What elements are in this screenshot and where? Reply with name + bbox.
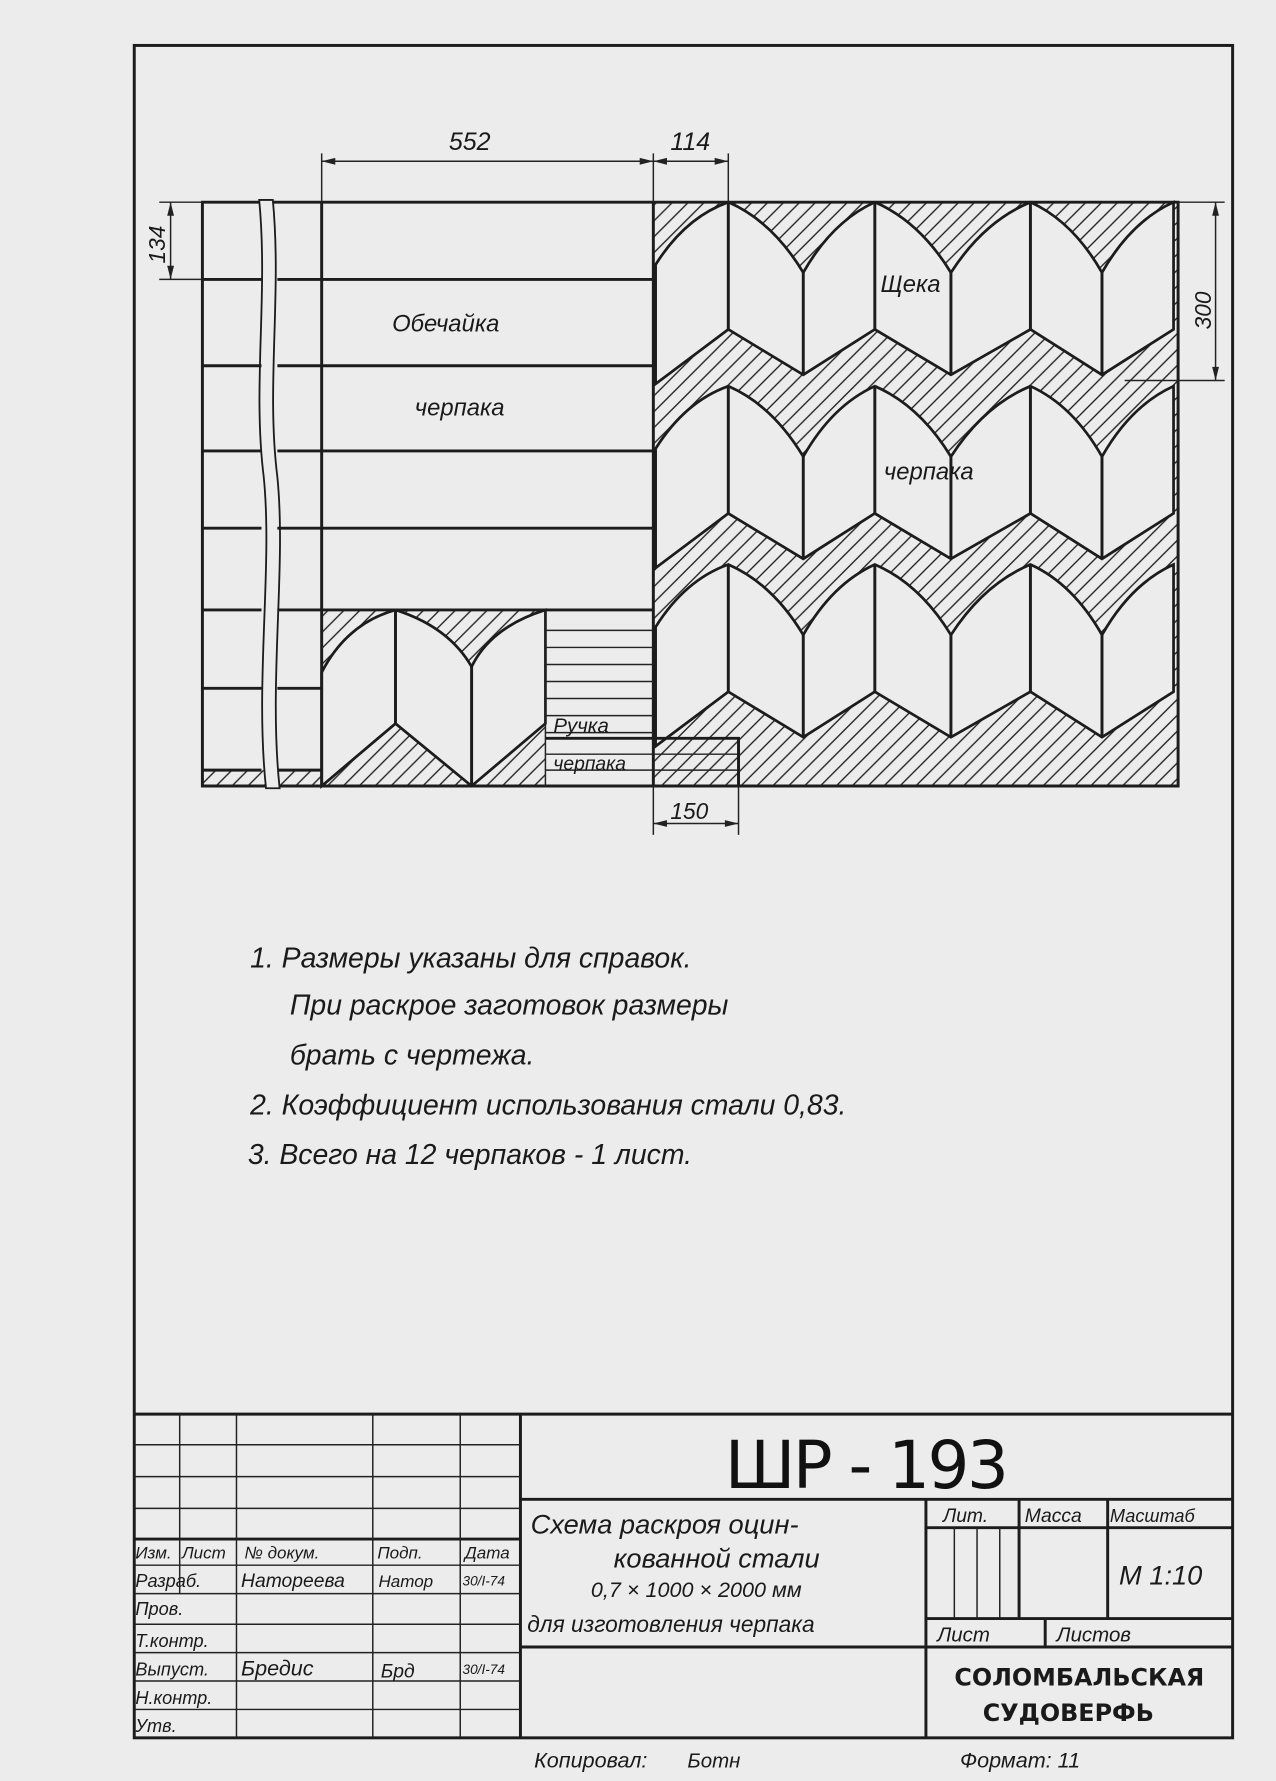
- role-vypust: Выпуст.: [135, 1659, 209, 1680]
- note-1: 1. Размеры указаны для справок.: [250, 942, 692, 975]
- lit-label: Лит.: [942, 1506, 989, 1528]
- dimension-150: 150: [670, 797, 709, 824]
- masshtab-label: Масштаб: [1109, 1506, 1195, 1527]
- sheets-label: Листов: [1056, 1623, 1131, 1647]
- role-t-kontr: Т.контр.: [135, 1630, 209, 1651]
- copied-signature: Ботн: [687, 1749, 741, 1773]
- date-razrab: 30/I-74: [462, 1573, 505, 1589]
- title-block: [134, 1414, 1232, 1738]
- label-scheka: Щека: [880, 270, 941, 298]
- header-podp: Подп.: [377, 1543, 423, 1563]
- role-utv: Утв.: [135, 1716, 177, 1737]
- title-line-2: кованной стали: [613, 1542, 820, 1574]
- dimension-552: 552: [448, 127, 491, 156]
- name-razrab: Натореева: [241, 1570, 345, 1592]
- header-list: Лист: [181, 1543, 226, 1563]
- notes: [248, 943, 847, 1172]
- copied-label: Копировал:: [534, 1747, 648, 1773]
- dimension-114: 114: [670, 127, 711, 156]
- drawing-code: ШР - 193: [724, 1426, 1009, 1504]
- signature-vypust: Брд: [380, 1661, 415, 1683]
- dimension-134: 134: [143, 225, 170, 264]
- header-data: Дата: [464, 1543, 510, 1563]
- cutting-layout: [144, 128, 1225, 835]
- company-name-1: СОЛОМБАЛЬСКАЯ: [954, 1663, 1205, 1692]
- label-obechaika-cherpaka: черпака: [414, 394, 505, 422]
- note-1-line-2: При раскрое заготовок размеры: [289, 989, 729, 1022]
- note-3: 3. Всего на 12 черпаков - 1 лист.: [247, 1139, 693, 1172]
- sheet-label: Лист: [937, 1623, 990, 1647]
- company-name-2: СУДОВЕРФЬ: [982, 1698, 1154, 1727]
- dimension-300: 300: [1190, 291, 1217, 330]
- role-n-kontr: Н.контр.: [135, 1687, 213, 1708]
- format-label: Формат: 11: [960, 1747, 1081, 1773]
- header-doc: № докум.: [244, 1543, 320, 1563]
- header-izm: Изм.: [135, 1543, 172, 1563]
- label-ruchka-cherpaka: черпака: [553, 754, 627, 776]
- signature-razrab: Натор: [378, 1571, 434, 1591]
- scale-value: М 1:10: [1119, 1559, 1203, 1591]
- label-scheka-cherpaka: черпака: [883, 458, 974, 486]
- role-prov: Пров.: [135, 1599, 184, 1620]
- massa-label: Масса: [1024, 1506, 1082, 1528]
- note-1-line-3: брать с чертежа.: [289, 1039, 535, 1072]
- break-line: [259, 200, 280, 788]
- title-line-1: Схема раскроя оцин-: [530, 1508, 799, 1540]
- label-ruchka: Ручка: [553, 714, 609, 738]
- name-vypust: Бредис: [241, 1655, 314, 1681]
- label-obechaika: Обечайка: [392, 310, 500, 338]
- note-2: 2. Коэффициент использования стали 0,83.: [250, 1089, 847, 1122]
- hatched-strip-edge: [202, 770, 321, 786]
- title-line-4: для изготовления черпака: [527, 1611, 815, 1638]
- role-razrab: Разраб.: [135, 1570, 202, 1591]
- date-vypust: 30/I-74: [462, 1662, 505, 1678]
- title-line-3: 0,7 × 1000 × 2000 мм: [590, 1576, 802, 1602]
